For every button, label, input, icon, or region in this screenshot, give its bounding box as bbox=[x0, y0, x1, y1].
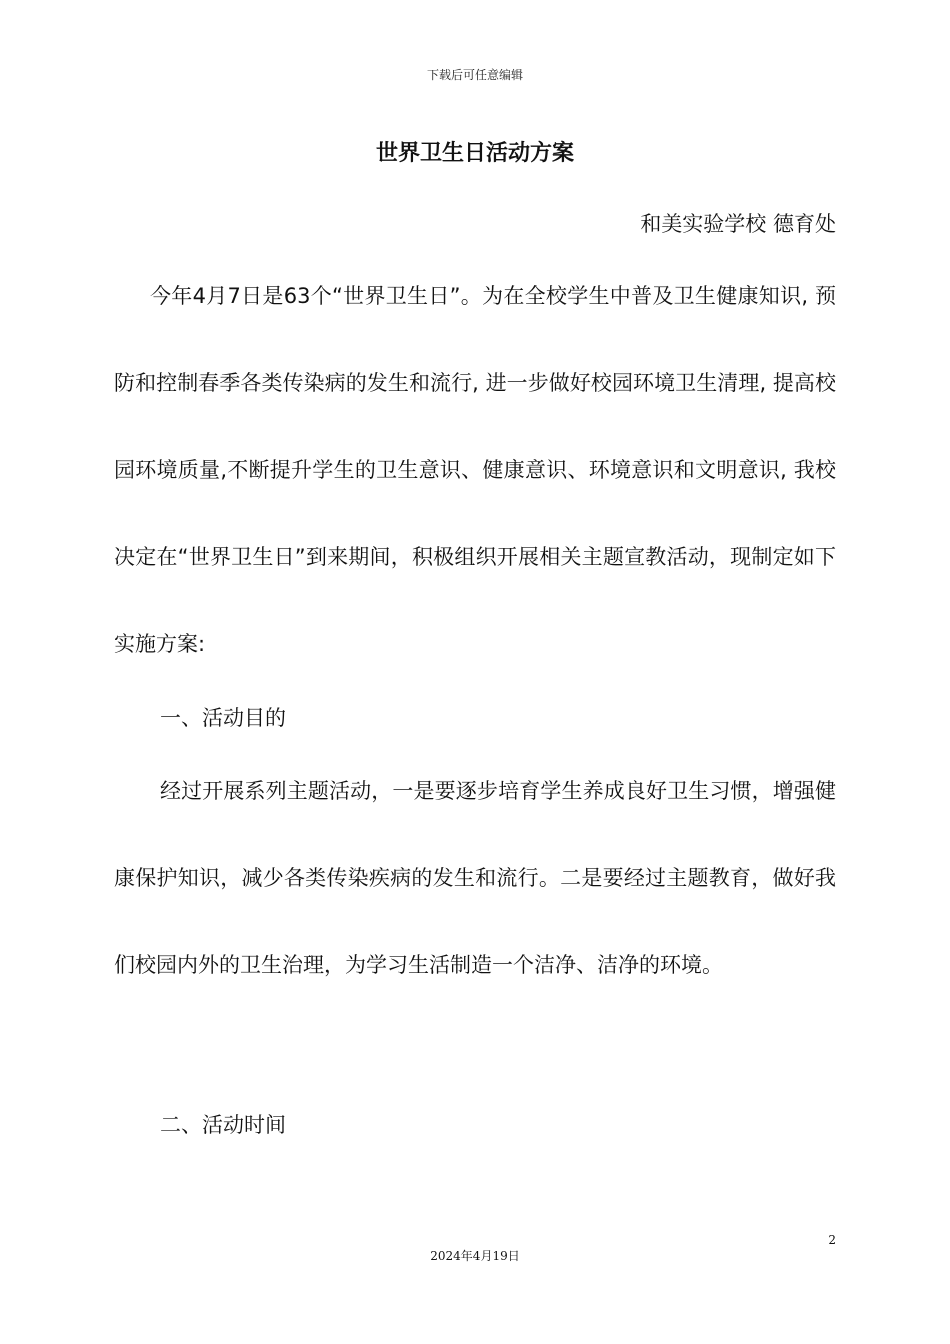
section-heading-purpose: 一、活动目的 bbox=[160, 706, 286, 730]
page-number: 2 bbox=[828, 1233, 836, 1247]
section-heading-time: 二、活动时间 bbox=[160, 1113, 286, 1137]
footer-date: 2024年4月19日 bbox=[430, 1249, 520, 1263]
purpose-paragraph: 经过开展系列主题活动，一是要逐步培育学生养成良好卫生习惯，增强健康保护知识，减少各类传染疾病的发生和流行。二是要经过主题教育，做好我们校园内外的卫生治理，为学习生活制造一个洁净、洁净的环境。 bbox=[114, 779, 836, 977]
document-title: 世界卫生日活动方案 bbox=[375, 141, 574, 166]
intro-paragraph: 今年4月7日是63个“世界卫生日”。为在全校学生中普及卫生健康知识, 预防和控制春季各类传染病的发生和流行, 进一步做好校园环境卫生清理, 提高校园环境质量,不断提升学生的卫生意识、健康意识、环境意识和文明意识, 我校决定在“世界卫生日”到来期间，积极组织开展相关主题宣教活动，现制定如下实施方案: bbox=[114, 284, 836, 656]
header-note: 下载后可任意编辑 bbox=[426, 68, 523, 82]
document-author: 和美实验学校 德育处 bbox=[640, 212, 836, 236]
